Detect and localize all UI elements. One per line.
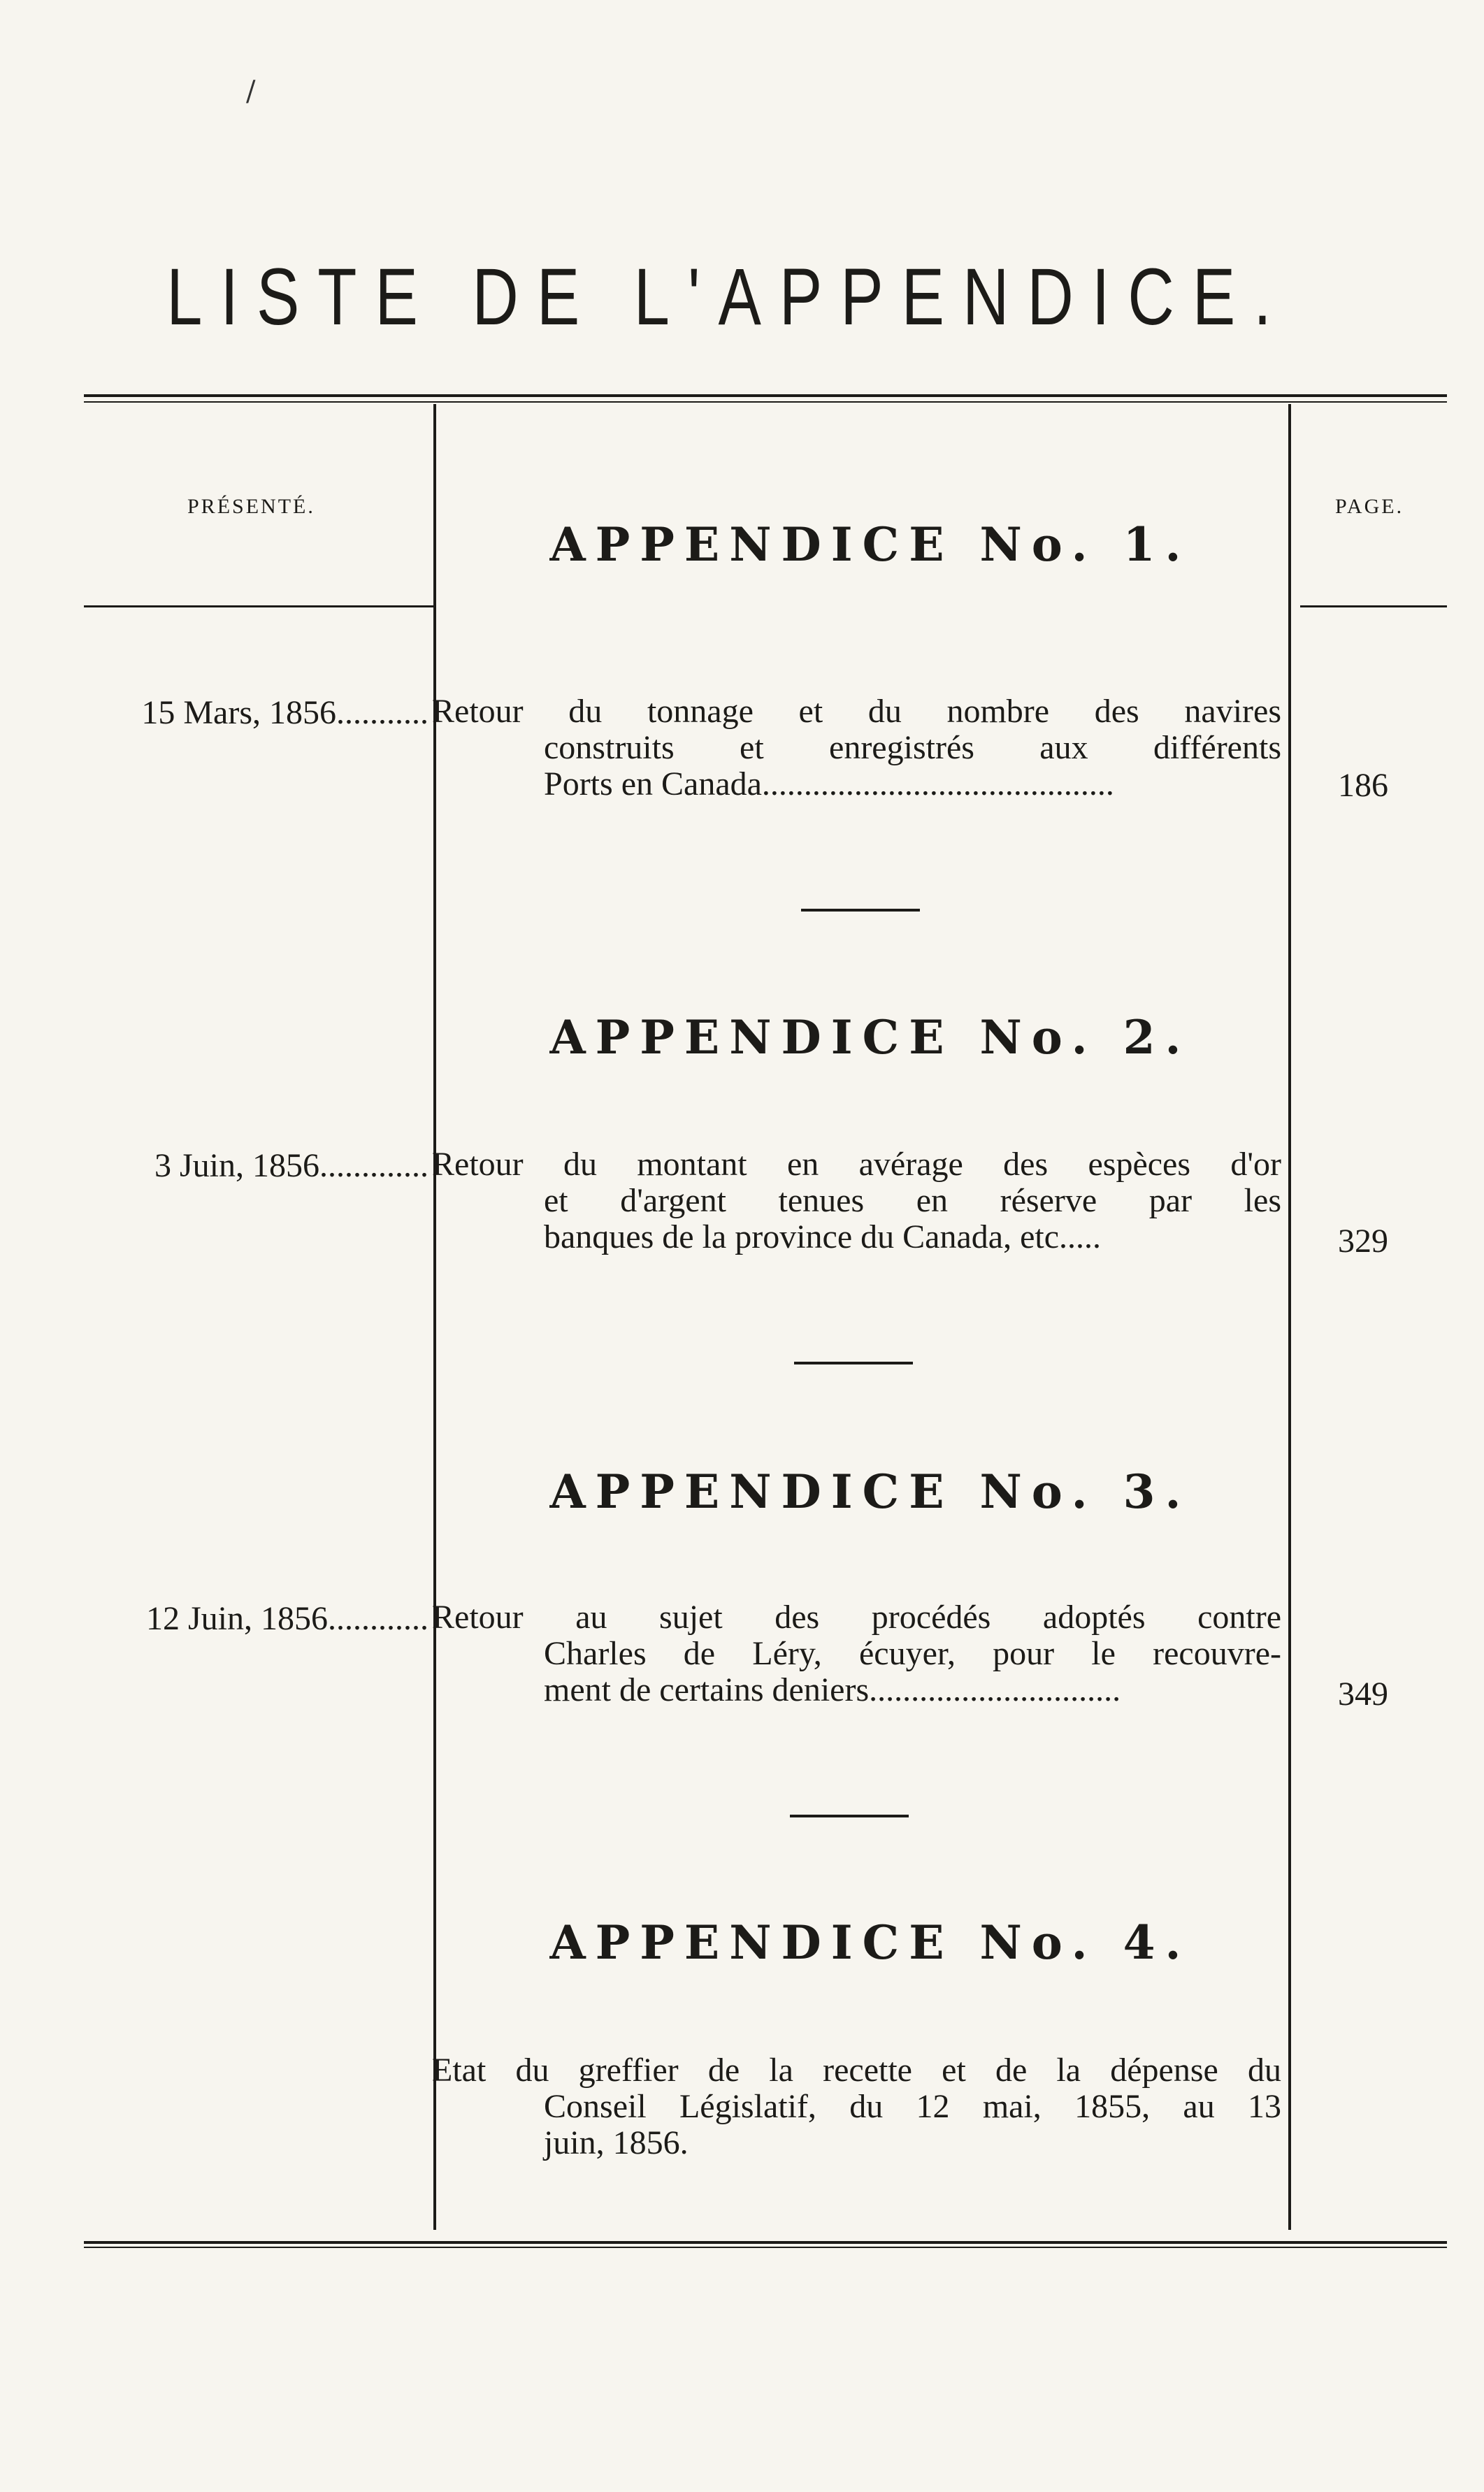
column-header-presented: PRÉSENTÉ. [187, 495, 315, 518]
column-header-page: PAGE. [1335, 495, 1404, 518]
section-separator [790, 1815, 909, 1817]
description-line: Retour au sujet des procédés adoptés contre [432, 1599, 1281, 1636]
appendix-heading: APPENDICE No. 2. [549, 1010, 1191, 1065]
description-line: Ports en Canada.......................................... [544, 765, 1114, 802]
appendix-description [432, 1146, 1281, 1255]
column-divider-left [433, 404, 436, 2230]
presented-date: 15 Mars, 1856........... [141, 694, 428, 731]
top-rule [84, 394, 1447, 397]
presented-date: 3 Juin, 1856............. [154, 1147, 428, 1184]
bottom-rule [84, 2241, 1447, 2244]
appendix-description [432, 2052, 1281, 2161]
description-line: Charles de Léry, écuyer, pour le recouvre- [544, 1635, 1281, 1672]
bottom-rule-thin [84, 2247, 1447, 2248]
description-line: juin, 1856. [544, 2124, 689, 2161]
appendix-heading: APPENDICE No. 4. [549, 1915, 1191, 1970]
page-title: LISTE DE L'APPENDICE. [166, 252, 1290, 342]
description-line: ment de certains deniers.............................. [544, 1671, 1121, 1708]
page-number: 186 [1338, 767, 1388, 804]
presented-date: 12 Juin, 1856............ [145, 1600, 428, 1637]
description-line: Etat du greffier de la recette et de la dépense du [432, 2052, 1281, 2089]
stray-mark: / [246, 75, 256, 108]
description-line: banques de la province du Canada, etc..... [544, 1218, 1102, 1255]
section-separator [801, 909, 920, 912]
header-rule-right [1300, 605, 1447, 607]
description-line: Conseil Législatif, du 12 mai, 1855, au 13 [544, 2088, 1281, 2125]
appendix-description [432, 1599, 1281, 1708]
header-rule-left [84, 605, 433, 607]
appendix-description [432, 693, 1281, 802]
description-line: construits et enregistrés aux différents [544, 729, 1281, 766]
description-line: Retour du tonnage et du nombre des navires [432, 693, 1281, 730]
top-rule-thin [84, 401, 1447, 403]
description-line: et d'argent tenues en réserve par les [544, 1182, 1281, 1219]
page-number: 349 [1338, 1676, 1388, 1713]
page-number: 329 [1338, 1223, 1388, 1260]
appendix-heading: APPENDICE No. 3. [549, 1464, 1191, 1519]
description-line: Retour du montant en avérage des espèces d'or [432, 1146, 1281, 1183]
appendix-heading: APPENDICE No. 1. [549, 517, 1191, 572]
section-separator [794, 1362, 913, 1364]
